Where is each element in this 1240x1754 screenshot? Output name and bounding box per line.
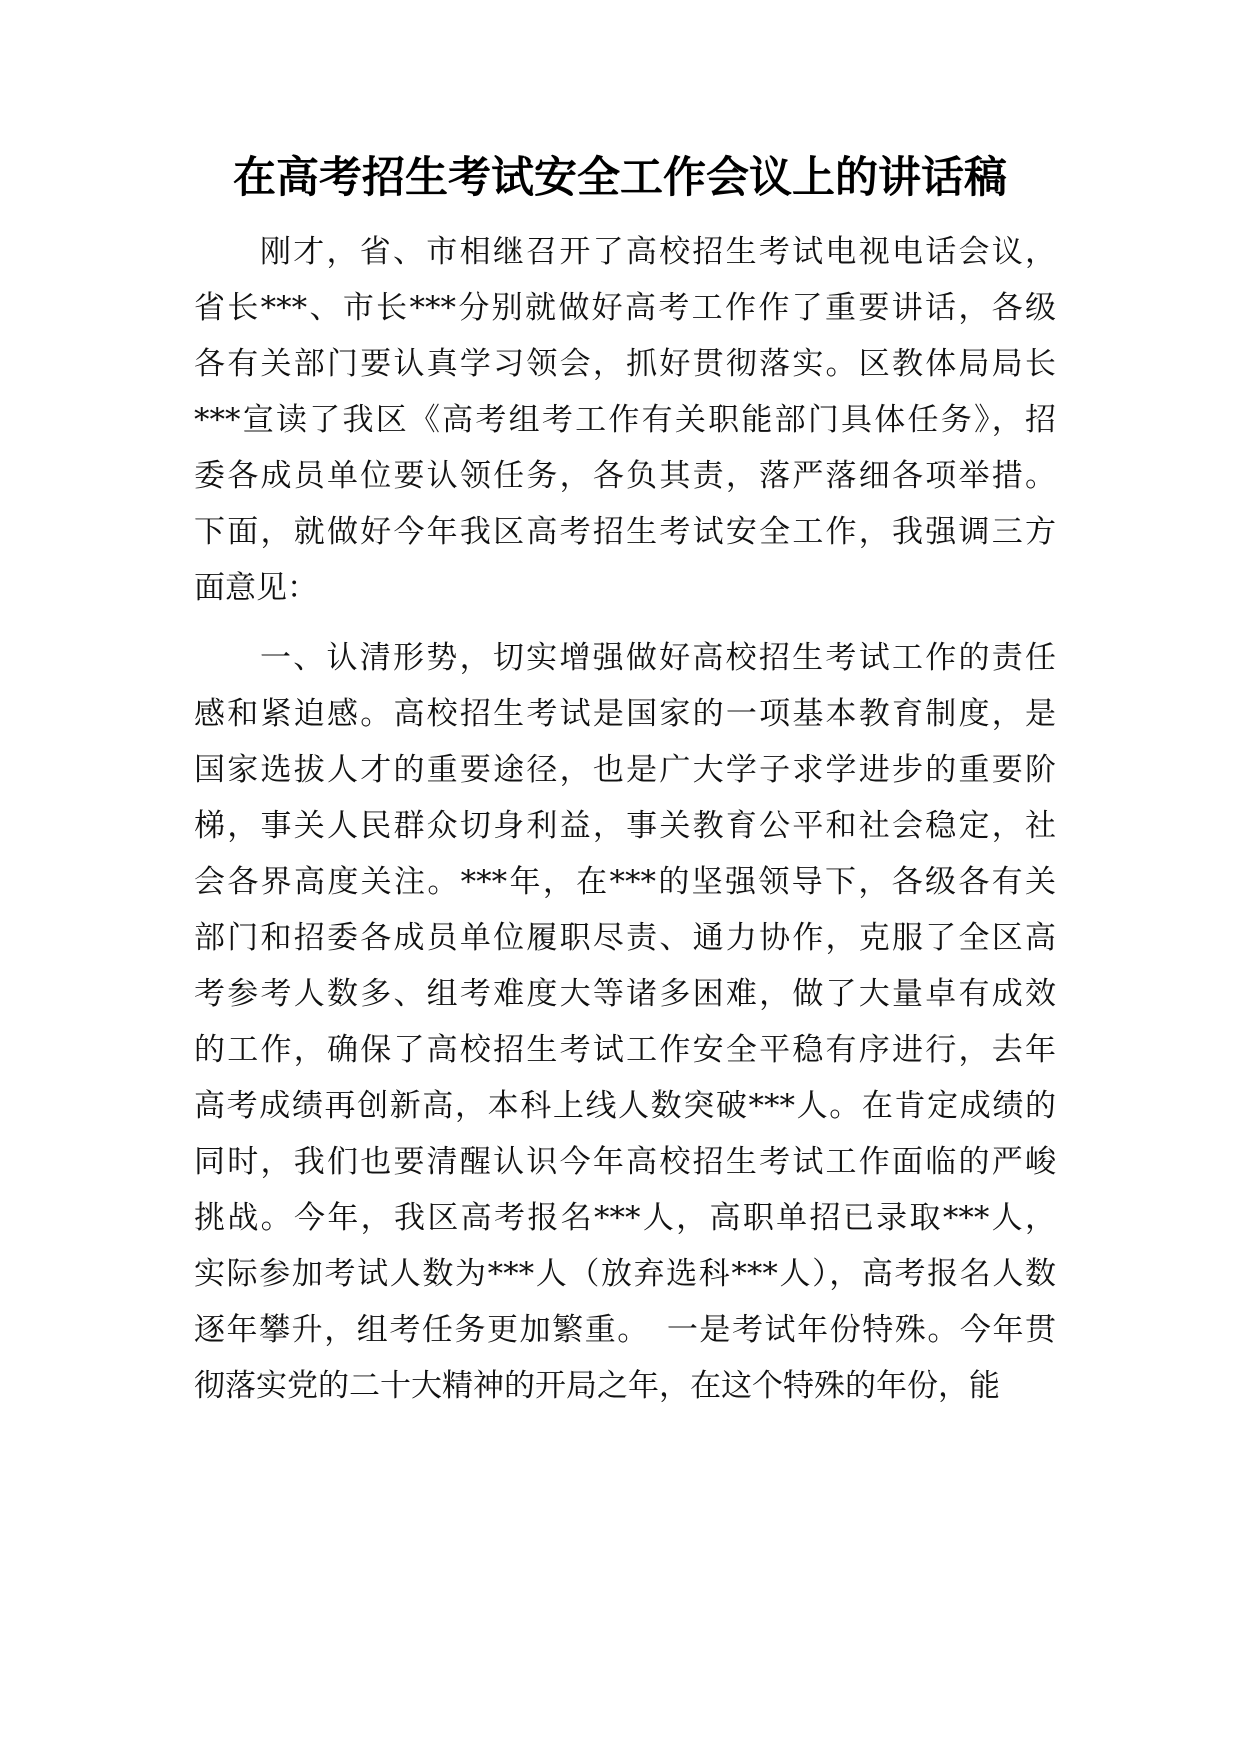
paragraph-spacer: [194, 616, 1056, 630]
text-line: 高考成绩再创新高，本科上线人数突破***人。在肯定成绩的: [194, 1088, 1056, 1124]
text-line: 下面，就做好今年我区高考招生考试安全工作，我强调三方: [194, 514, 1056, 550]
paragraph-section-one: [194, 630, 1056, 1414]
text-line: 一、认清形势，切实增强做好高校招生考试工作的责任: [260, 640, 1056, 676]
document-title: 在高考招生考试安全工作会议上的讲话稿: [233, 153, 1007, 203]
text-line: 考参考人数多、组考难度大等诸多困难，做了大量卓有成效: [194, 976, 1056, 1012]
text-line: 感和紧迫感。高校招生考试是国家的一项基本教育制度，是: [194, 696, 1056, 732]
text-line: ***宣读了我区《高考组考工作有关职能部门具体任务》，招: [194, 402, 1056, 438]
document-body: [194, 224, 1056, 1414]
paragraph-intro: [194, 224, 1056, 616]
text-line: 彻落实党的二十大精神的开局之年，在这个特殊的年份，能: [194, 1368, 1000, 1404]
text-line: 的工作，确保了高校招生考试工作安全平稳有序进行，去年: [194, 1032, 1056, 1068]
text-line: 刚才，省、市相继召开了高校招生考试电视电话会议，: [260, 234, 1056, 270]
text-line: 面意见：: [194, 570, 318, 606]
text-line: 省长***、市长***分别就做好高考工作作了重要讲话，各级: [194, 290, 1056, 326]
text-line: 梯，事关人民群众切身利益，事关教育公平和社会稳定，社: [194, 808, 1056, 844]
text-line: 各有关部门要认真学习领会，抓好贯彻落实。区教体局局长: [194, 346, 1056, 382]
text-line: 委各成员单位要认领任务，各负其责，落严落细各项举措。: [194, 458, 1056, 494]
text-line: 同时，我们也要清醒认识今年高校招生考试工作面临的严峻: [194, 1144, 1056, 1180]
text-line: 逐年攀升，组考任务更加繁重。 一是考试年份特殊。今年贯: [194, 1312, 1056, 1348]
text-line: 会各界高度关注。***年，在***的坚强领导下，各级各有关: [194, 864, 1056, 900]
text-line: 部门和招委各成员单位履职尽责、通力协作，克服了全区高: [194, 920, 1056, 956]
text-line: 国家选拔人才的重要途径，也是广大学子求学进步的重要阶: [194, 752, 1056, 788]
text-line: 实际参加考试人数为***人（放弃选科***人），高考报名人数: [194, 1256, 1056, 1292]
text-line: 挑战。今年，我区高考报名***人，高职单招已录取***人，: [194, 1200, 1056, 1236]
